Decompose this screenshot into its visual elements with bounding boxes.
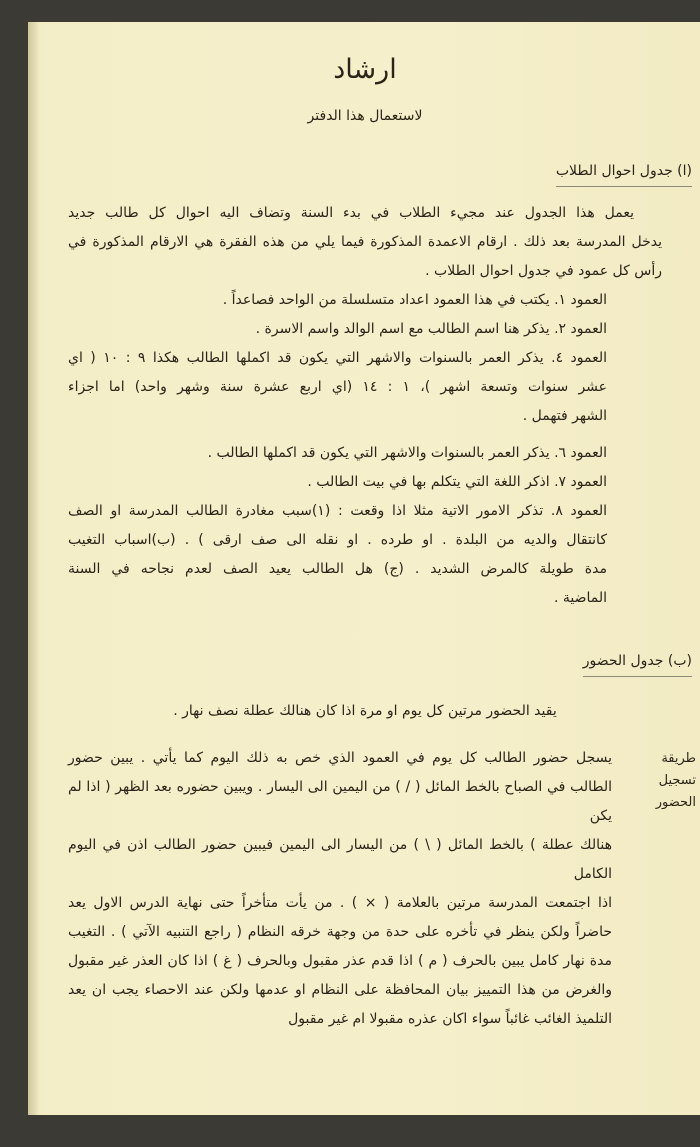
paragraph-line: يدخل المدرسة بعد ذلك . ارقام الاعمدة المذكورة فيما يلي من هذه الفقرة هي الارقام المذكورة في [68, 234, 662, 250]
side-note [622, 748, 696, 814]
paragraph-line: يعمل هذا الجدول عند مجيء الطلاب في بدء السنة وتضاف اليه احوال كل طالب جديد [68, 205, 634, 221]
column-item-8: العمود ٨. تذكر الامور الاتية مثلا اذا وقعت : (١)سبب مغادرة الطالب المدرسة او الصف [68, 503, 608, 519]
paragraph-line: هنالك عطلة ) بالخط المائل ( \ ) من اليسار الى اليمين فيبين حضور الطالب اذن في اليوم الكامل [68, 837, 612, 882]
paragraph-line: اذا اجتمعت المدرسة مرتين بالعلامة ( × ) . من يأت متأخراً حتى نهاية الدرس الاول يعد [68, 895, 612, 911]
page-subtitle: لاستعمال هذا الدفتر [307, 108, 423, 124]
column-item-7: العمود ٧. اذكر اللغة التي يتكلم بها في بيت الطالب . [307, 474, 607, 490]
section-a [68, 157, 692, 613]
column-item-1: العمود ١. يكتب في هذا العمود اعداد متسلسلة من الواحد فصاعداً . [222, 292, 607, 308]
column-item-4-cont: الشهر فتهمل . [522, 408, 607, 424]
column-item-8-cont: الماضية . [553, 590, 607, 606]
column-item-4: العمود ٤. يذكر العمر بالسنوات والاشهر التي يكون قد اكملها الطالب هكذا ٩ : ١٠ ( اي [68, 350, 608, 366]
paragraph-line: التلميذ الغائب غائباً سواء اكان عذره مقبولا ام غير مقبول [288, 1011, 612, 1027]
paragraph-line: الطالب في الصباح بالخط المائل ( / ) من اليمين الى اليسار . ويبين حضوره بعد الظهر ( اذا لم يكن [68, 779, 612, 824]
column-item-4-cont: عشر سنوات وتسعة اشهر )، ١ : ١٤ (اي اربع عشرة سنة وشهر واحد) اما اجزاء [68, 379, 608, 395]
column-item-8-cont: مدة طويلة كالمرض الشديد . (ج) هل الطالب يعيد الصف لعدم نجاحه في السنة [68, 561, 607, 577]
spacer [68, 431, 662, 439]
paragraph-line: حاضراً ولكن ينظر في تأخره على حدة من وجهة خرقه النظام ( راجع التنبيه الآتي ) . التغيب [68, 924, 612, 940]
page-title: ارشاد [333, 54, 397, 85]
paragraph-line: مدة نهار كامل يبين بالحرف ( م ) اذا قدم عذر مقبول وبالحرف ( غ ) اذا كان العذر غير مقبول [68, 953, 612, 969]
column-item-2: العمود ٢. يذكر هنا اسم الطالب مع اسم الوالد واسم الاسرة . [255, 321, 607, 337]
section-b-heading: (ب) جدول الحضور [583, 649, 692, 677]
attendance-intro: يقيد الحضور مرتين كل يوم او مرة اذا كان هنالك عطلة نصف نهار . [173, 703, 557, 719]
page-spine-shadow [28, 22, 38, 1115]
column-item-6: العمود ٦. يذكر العمر بالسنوات والاشهر التي يكون قد اكملها الطالب . [207, 445, 607, 461]
section-a-heading: (ا) جدول احوال الطلاب [556, 159, 692, 187]
paragraph-line: رأس كل عمود في جدول احوال الطلاب . [425, 263, 662, 279]
attendance-paragraph [68, 744, 612, 1034]
side-note-line: طريقة تسجيل [658, 751, 696, 788]
column-item-8-cont: كانتقال والديه من البلدة . او طرده . او نقله الى صف ارقى ) . (ب)اسباب التغيب [68, 532, 607, 548]
paragraph-line: يسجل حضور الطالب كل يوم في العمود الذي خص به ذلك اليوم كما يأتي . يبين حضور [68, 750, 612, 766]
side-note-line: الحضور [655, 795, 696, 810]
section-b [68, 647, 696, 1034]
paragraph-line: والغرض من هذا التمييز بيان المحافظة على النظام او عدمها ولكن عند الاحصاء يجب ان يعد [68, 982, 612, 998]
document-page [28, 22, 700, 1115]
